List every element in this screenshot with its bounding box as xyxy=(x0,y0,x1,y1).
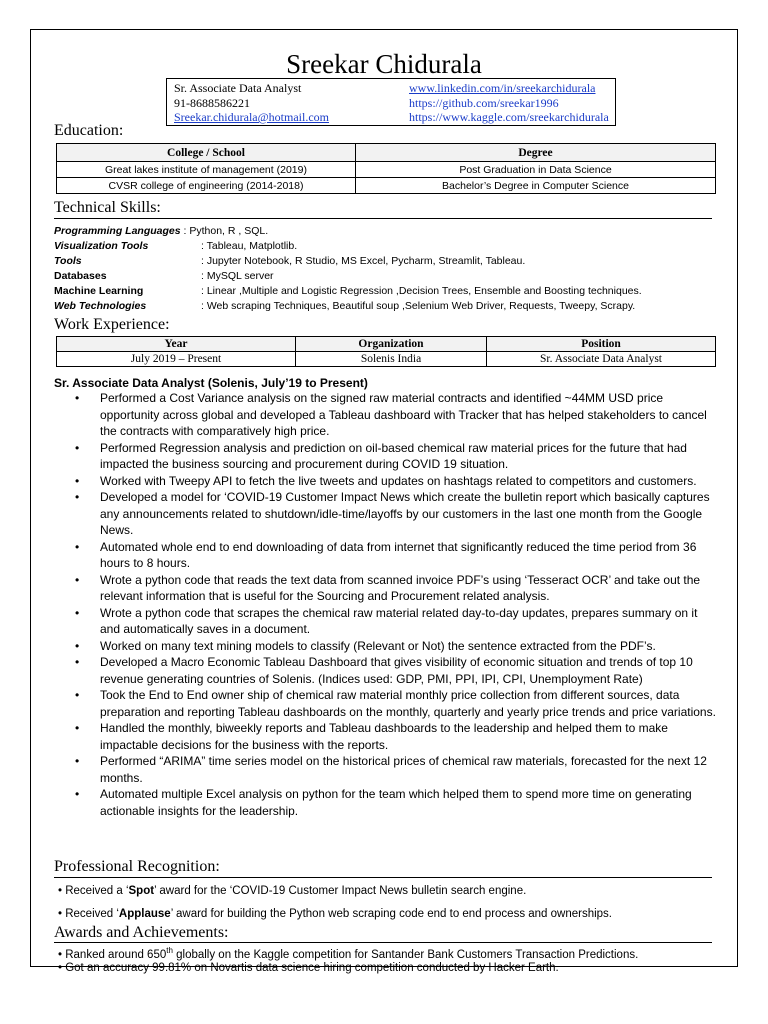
recognition-text: ’ award for building the Python web scraping code end to end process and ownerships. xyxy=(170,908,613,920)
bullet-marker: • xyxy=(75,605,80,620)
role-heading: Sr. Associate Data Analyst (Solenis, July’19 to Present) xyxy=(54,376,368,390)
contact-box xyxy=(166,78,616,126)
skill-value: : Web scraping Techniques, Beautiful soup ,Selenium Web Driver, Requests, Tweepy, Scrapy. xyxy=(201,300,636,312)
recognition-item xyxy=(58,883,526,899)
award-item xyxy=(58,960,559,976)
work-bullet-text: Handled the monthly, biweekly reports and Tableau dashboards to the leadership and helped them to make impactable decisions for the business with the reports. xyxy=(100,721,668,752)
skills-divider xyxy=(54,218,712,219)
skill-value: : Linear ,Multiple and Logistic Regression ,Decision Trees, Ensemble and Boosting techniques. xyxy=(201,285,642,297)
work-cell: July 2019 – Present xyxy=(57,352,296,367)
work-col-organization: Organization xyxy=(296,337,487,352)
recognition-text: ’ award for the ‘COVID-19 Customer Impact News bulletin search engine. xyxy=(154,885,527,897)
email-link[interactable]: Sreekar.chidurala@hotmail.com xyxy=(174,110,329,124)
work-bullet-text: Wrote a python code that scrapes the chemical raw material related day-to-day updates, prepares summary on it and automatically saves in a document. xyxy=(100,605,698,636)
work-bullet xyxy=(0,572,720,605)
work-bullet xyxy=(0,720,720,753)
award-superscript: th xyxy=(166,946,173,955)
work-bullet-list xyxy=(0,390,768,819)
education-header-row xyxy=(57,144,716,162)
work-bullet xyxy=(0,390,720,440)
skill-label: Programming Languages xyxy=(54,225,181,237)
work-col-year: Year xyxy=(57,337,296,352)
work-bullet xyxy=(0,605,720,638)
bullet-marker: • xyxy=(75,688,80,702)
award-text: globally on the Kaggle competition for Santander Bank Customers Transaction Predictions. xyxy=(172,948,639,961)
skill-label: Databases xyxy=(54,270,107,282)
education-cell: Bachelor’s Degree in Computer Science xyxy=(356,178,716,194)
skill-value: : MySQL server xyxy=(201,270,274,282)
work-bullet-text: Worked on many text mining models to classify (Relevant or Not) the sentence extracted from the PDF’s. xyxy=(100,638,656,653)
work-bullet-text: Performed a Cost Variance analysis on the signed raw material contracts and identified ~44MM USD price opportunity across global and developed a Tableau dashboard with Tracker that has helped stakeholders to cancel the contracts with comparatively high price. xyxy=(100,391,707,438)
work-bullet-text: Performed “ARIMA” time series model on the historical prices of chemical raw materials, forecasted for the next 12 months. xyxy=(100,754,707,785)
skills-heading: Technical Skills: xyxy=(54,199,161,216)
skills-list xyxy=(54,224,642,314)
work-bullet-text: Worked with Tweepy API to fetch the live tweets and updates on hashtags related to competitors and customers. xyxy=(100,473,697,488)
job-title: Sr. Associate Data Analyst xyxy=(174,81,302,95)
work-bullet-text: Developed a Macro Economic Tableau Dashboard that gives visibility of economic situation and trends of top 10 revenue generating countries of Solenis. (Indices used: GDP, PMI, PPI, IPI, CPI, Unemployment Rate) xyxy=(100,655,693,686)
work-header-row xyxy=(57,337,716,352)
award-text: • Got an accuracy 99.81% on Novartis data science hiring competition conducted by Hacker Earth. xyxy=(58,962,559,974)
work-cell: Sr. Associate Data Analyst xyxy=(487,352,716,367)
work-bullet-text: Performed Regression analysis and prediction on oil-based chemical raw material prices for the future that had impacted the business sourcing and procurement during COVID 19 situation. xyxy=(100,440,687,471)
github-link[interactable]: https://github.com/sreekar1996 xyxy=(409,95,559,110)
skill-row xyxy=(54,239,298,254)
recognition-item xyxy=(58,906,612,922)
work-bullet xyxy=(0,539,720,572)
education-cell: Great lakes institute of management (2019) xyxy=(57,162,356,178)
work-heading: Work Experience: xyxy=(54,316,170,333)
education-heading: Education: xyxy=(54,122,124,139)
work-bullet-text: Developed a model for ‘COVID-19 Customer Impact News which create the bulletin report which basically captures any announcements related to shutdown/idle-time/layoffs by our customers in the last one month from the Google News. xyxy=(100,490,710,537)
skill-row xyxy=(54,224,268,239)
bullet-marker: • xyxy=(75,721,80,735)
recognition-award-name: Applause xyxy=(118,908,171,920)
skill-value: : Jupyter Notebook, R Studio, MS Excel, Pycharm, Streamlit, Tableau. xyxy=(201,255,526,267)
work-bullet xyxy=(0,440,720,473)
skill-row xyxy=(54,299,636,314)
recognition-award-name: Spot xyxy=(128,885,155,897)
work-row xyxy=(57,352,716,367)
bullet-marker: • xyxy=(75,539,80,554)
bullet-marker: • xyxy=(75,754,80,768)
bullet-marker: • xyxy=(75,572,80,587)
recognition-divider xyxy=(54,877,712,878)
work-bullet xyxy=(0,489,720,539)
work-cell: Solenis India xyxy=(296,352,487,367)
phone-number: 91-8688586221 xyxy=(174,95,250,110)
work-bullet-text: Took the End to End owner ship of chemical raw material monthly price collection from different sources, data preparation and reporting Tableau dashboards on the monthly, quarterly and yearly price trends and price variations. xyxy=(100,688,716,719)
skill-label: Tools xyxy=(54,255,82,267)
work-col-position: Position xyxy=(487,337,716,352)
bullet-marker: • xyxy=(75,638,80,653)
work-bullet xyxy=(0,753,720,786)
work-bullet-text: Automated multiple Excel analysis on python for the team which helped them to spend more time on generating actionable insights for the leadership. xyxy=(100,787,692,818)
education-row xyxy=(57,178,716,194)
skill-value: : Python, R , SQL. xyxy=(183,225,269,237)
work-bullet xyxy=(0,654,720,687)
skill-row xyxy=(54,269,274,284)
recognition-text: • Received ‘ xyxy=(58,908,119,920)
contact-left-column xyxy=(174,81,329,125)
work-bullet-text: Wrote a python code that reads the text data from scanned invoice PDF’s using ‘Tesseract OCR’ and take out the relevant information that is useful for the Sourcing and Procurement related analysis. xyxy=(100,572,701,603)
skill-row xyxy=(54,254,526,269)
bullet-marker: • xyxy=(75,440,80,455)
skill-value: : Tableau, Matplotlib. xyxy=(201,240,298,252)
bullet-marker: • xyxy=(75,655,80,669)
bullet-marker: • xyxy=(75,473,80,488)
linkedin-link[interactable]: www.linkedin.com/in/sreekarchidurala xyxy=(409,81,596,95)
work-bullet xyxy=(0,687,720,720)
kaggle-link[interactable]: https://www.kaggle.com/sreekarchidurala xyxy=(409,110,609,124)
recognition-heading: Professional Recognition: xyxy=(54,858,220,875)
education-col-degree: Degree xyxy=(356,144,716,162)
skill-label: Visualization Tools xyxy=(54,240,149,252)
bullet-marker: • xyxy=(75,490,80,504)
skill-row xyxy=(54,284,642,299)
awards-heading: Awards and Achievements: xyxy=(54,924,229,941)
work-table xyxy=(56,336,716,367)
work-bullet xyxy=(0,638,720,655)
recognition-text: • Received a ‘ xyxy=(58,885,129,897)
bullet-marker: • xyxy=(75,787,80,801)
work-bullet xyxy=(0,473,720,490)
work-bullet-text: Automated whole end to end downloading of data from internet that significantly reduced the time period from 36 hours to 8 hours. xyxy=(100,539,697,570)
work-bullet xyxy=(0,786,720,819)
education-col-college: College / School xyxy=(57,144,356,162)
education-cell: Post Graduation in Data Science xyxy=(356,162,716,178)
education-cell: CVSR college of engineering (2014-2018) xyxy=(57,178,356,194)
education-table xyxy=(56,143,716,194)
award-text: • Ranked around 650 xyxy=(58,948,167,961)
skill-label: Web Technologies xyxy=(54,300,147,312)
candidate-name: Sreekar Chidurala xyxy=(286,49,482,79)
bullet-marker: • xyxy=(75,391,80,405)
contact-right-column xyxy=(409,81,609,125)
education-row xyxy=(57,162,716,178)
skill-label: Machine Learning xyxy=(54,285,144,297)
